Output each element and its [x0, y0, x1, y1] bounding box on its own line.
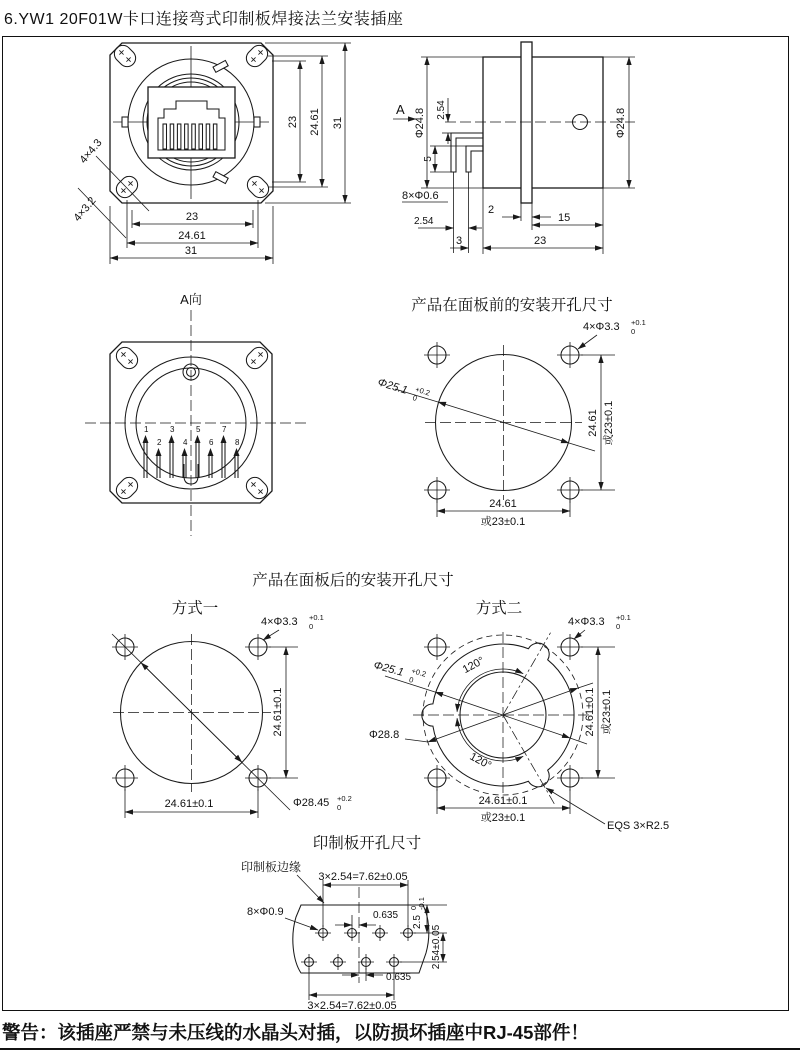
- dim-total-length: 23: [534, 235, 547, 247]
- dim-horizontal-alt: 或23±0.1: [480, 812, 526, 824]
- section-arrow-label: A: [396, 102, 405, 117]
- method2-title: 方式二: [475, 600, 523, 617]
- pin-number: 3: [170, 425, 175, 434]
- method1-title: 方式一: [171, 600, 219, 617]
- corner-holes-tol-upper: +0.1: [309, 613, 324, 622]
- corner-holes-tol-lower: 0: [631, 327, 636, 336]
- center-hole-tol-lower: 0: [337, 803, 342, 812]
- dim-vertical-alt: 或23±0.1: [601, 689, 613, 735]
- dim-edge-tol-upper: 0: [409, 905, 418, 910]
- pcb-holes: [301, 925, 416, 970]
- page-title: 6.YW1 20F01W卡口连接弯式印制板焊接法兰安装插座: [4, 11, 404, 28]
- side-view: [390, 38, 690, 290]
- row-pitch-top: 3×2.54=7.62±0.05: [318, 871, 408, 883]
- dia-front-label: Φ24.8: [414, 107, 426, 139]
- dim-height-23: 23: [287, 115, 299, 129]
- dim-height-31: 31: [332, 116, 344, 130]
- center-hole-tol-lower: 0: [411, 393, 419, 404]
- center-hole-label: Φ25.1: [372, 659, 405, 679]
- left-polarizing-tab: [122, 117, 128, 127]
- corner-holes-tol-upper: +0.1: [616, 613, 631, 622]
- dim-pin-row-offset: 2.54: [436, 100, 447, 120]
- method2-view: [355, 592, 700, 847]
- panel-rear-title: 产品在面板后的安装开孔尺寸: [252, 572, 454, 589]
- pcb-title: 印制板开孔尺寸: [312, 835, 422, 852]
- pin-holes-label: 8×Φ0.6: [402, 190, 439, 202]
- flange-outline: [521, 42, 532, 203]
- corner-holes-tol-upper: +0.1: [631, 318, 646, 327]
- pin-number: 6: [209, 438, 214, 447]
- dim-edge-tol-lower: -0.1: [417, 897, 426, 910]
- dim-pin-to-face: 3: [456, 235, 463, 247]
- pin-number: 8: [235, 438, 240, 447]
- mounting-slot: [113, 173, 141, 201]
- panel-front-title: 产品在面板前的安装开孔尺寸: [411, 297, 613, 314]
- dim-vertical: 24.61: [587, 409, 599, 437]
- corner-holes-label: 4×Φ3.3: [583, 321, 620, 333]
- dim-stagger-bottom: 0.635: [386, 972, 412, 983]
- mounting-slot: [113, 344, 141, 372]
- bayonet-lug-top: [213, 60, 228, 72]
- center-hole-label: Φ25.1: [376, 376, 409, 397]
- bayonet-lug-bottom: [213, 172, 228, 184]
- mounting-slot: [243, 474, 271, 502]
- keyway-label: EQS 3×R2.5: [607, 820, 670, 832]
- corner-holes-tol-lower: 0: [309, 622, 314, 631]
- a-direction-view: [85, 288, 315, 540]
- dia-body-label: Φ24.8: [615, 107, 627, 139]
- center-hole-tol-lower: 0: [408, 674, 415, 685]
- dim-vertical: 24.61±0.1: [584, 687, 596, 737]
- outer-circle-label: Φ28.8: [369, 729, 400, 741]
- dim-row-spacing: 2.54±0.05: [431, 924, 442, 970]
- dim-width-23: 23: [185, 211, 199, 223]
- dim-width-24-61: 24.61: [178, 230, 206, 242]
- dim-stagger-top: 0.635: [373, 910, 399, 921]
- center-hole-tol-upper: +0.2: [414, 384, 432, 398]
- dim-horizontal: 24.61±0.1: [164, 798, 214, 810]
- dim-body-length: 15: [558, 212, 571, 224]
- mounting-slot: [243, 42, 271, 70]
- dim-horizontal-alt: 或23±0.1: [480, 516, 526, 528]
- holes-label: 8×Φ0.9: [247, 906, 284, 918]
- corner-holes-label: 4×Φ3.3: [568, 616, 605, 628]
- dim-width-31: 31: [184, 245, 198, 257]
- pcb-drill-view: [185, 825, 515, 1015]
- warning-text: 警告：该插座严禁与未压线的水晶头对插，以防损坏插座中RJ-45部件！: [2, 1022, 589, 1043]
- pin-number: 7: [222, 425, 227, 434]
- panel-front-cutout-view: [355, 285, 700, 550]
- slot-length-label: 4×4.3: [77, 136, 105, 166]
- row-pitch-bottom: 3×2.54=7.62±0.05: [307, 1000, 397, 1012]
- pin-number: 4: [183, 438, 188, 447]
- angle-upper: 120°: [460, 654, 487, 676]
- dim-horizontal: 24.61±0.1: [478, 795, 528, 807]
- slot-width-label: 4×3.2: [71, 194, 99, 224]
- pin-number: 5: [196, 425, 201, 434]
- angle-lower: 120°: [467, 750, 494, 772]
- mounting-slot: [111, 42, 139, 70]
- right-polarizing-tab: [254, 117, 260, 127]
- corner-holes-tol-lower: 0: [616, 622, 621, 631]
- bent-pins: [451, 133, 483, 172]
- center-hole-tol-upper: +0.2: [337, 794, 352, 803]
- corner-holes-label: 4×Φ3.3: [261, 616, 298, 628]
- a-view-title: A向: [180, 292, 202, 307]
- dim-edge-to-row: 2.5: [412, 915, 423, 929]
- rj45-jack: [148, 87, 235, 158]
- center-hole-tol-upper: +0.2: [410, 666, 428, 679]
- pcb-edge-label: 印制板边缘: [241, 860, 302, 874]
- dim-vertical: 24.61±0.1: [272, 687, 284, 737]
- dim-horizontal: 24.61: [489, 498, 517, 510]
- dim-flange-thickness: 2: [488, 204, 495, 216]
- dim-pin-pitch: 2.54: [414, 216, 434, 227]
- pin-number: 1: [144, 425, 149, 434]
- dim-height-24-61: 24.61: [309, 108, 321, 136]
- method1-view: [85, 592, 385, 844]
- center-hole-label: Φ28.45: [293, 797, 330, 809]
- front-view: [60, 38, 370, 290]
- pin-number: 2: [157, 438, 162, 447]
- body-outline: [483, 57, 603, 188]
- dim-pin-length: 5: [423, 156, 434, 162]
- dim-vertical-alt: 或23±0.1: [603, 400, 615, 446]
- bottom-rule: [0, 1048, 800, 1050]
